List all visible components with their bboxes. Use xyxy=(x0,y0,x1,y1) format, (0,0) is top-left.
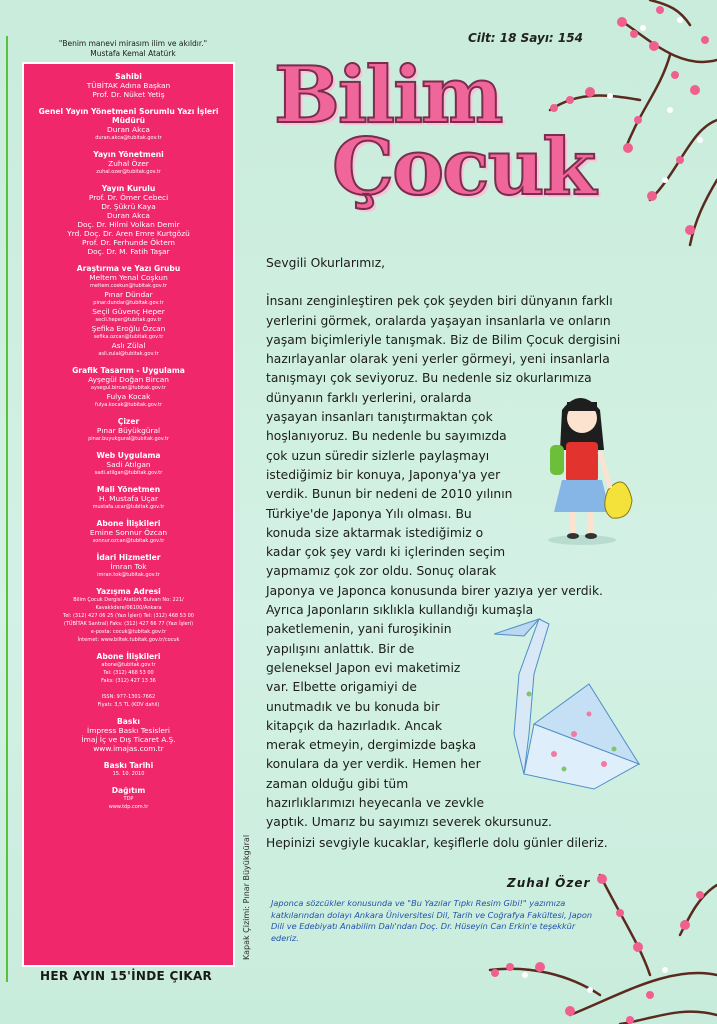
letter-line: çok uzun süredir sizlerle paylaşmayı xyxy=(266,448,490,463)
masthead-name: Doç. Dr. Hilmi Volkan Demir xyxy=(77,220,180,229)
masthead-email: duran.akca@tubitak.gov.tr xyxy=(95,135,162,141)
masthead-name: İmran Tok xyxy=(110,562,147,571)
masthead-section xyxy=(24,72,233,99)
letter-line: hoşlanıyoruz. Bu nedenle bu sayımızda xyxy=(266,429,507,444)
masthead-section-title: Abone İlişkileri xyxy=(96,652,161,661)
masthead-name: Sadi Atılgan xyxy=(106,460,151,469)
masthead-section xyxy=(24,786,233,811)
masthead-name: Emine Sonnur Özcan xyxy=(89,528,168,537)
masthead-detail: (TÜBİTAK Santral) Faks: (312) 427 66 77 (Yazı İşleri) xyxy=(63,621,194,627)
masthead-section xyxy=(24,587,233,644)
letter-line: tanışmayı çok seviyoruz. Bu nedenle siz okurlarımıza xyxy=(266,371,592,386)
masthead-email: mustafa.ucar@tubitak.gov.tr xyxy=(92,504,165,510)
girl-illustration xyxy=(540,390,640,550)
ataturk-quote xyxy=(28,39,238,58)
masthead-section-title: Web Uygulama xyxy=(96,451,161,460)
letter-greeting: Sevgili Okurlarımız, xyxy=(266,256,386,270)
masthead-section-title: Genel Yayın Yönetmeni Sorumlu Yazı İşleri Müdürü xyxy=(38,107,219,125)
masthead-email: asli.zulal@tubitak.gov.tr xyxy=(98,351,159,357)
letter-line: yapmamız çok zor oldu. Sonuç olarak xyxy=(266,564,497,579)
letter-line: hazırlıklarımızı heyecanla ve zevkle xyxy=(266,796,485,811)
masthead-name: Prof. Dr. Ferhunde Öktem xyxy=(82,238,175,247)
masthead-panel xyxy=(22,62,235,967)
masthead-detail: Faks: (312) 427 13 36 xyxy=(101,678,156,684)
letter-line: var. Elbette origamiyi de xyxy=(266,680,417,695)
letter-line: verdik. Bunun bir nedeni de 2010 yılının xyxy=(266,487,513,502)
masthead-name: H. Mustafa Uçar xyxy=(99,494,158,503)
masthead-section xyxy=(24,553,233,579)
masthead-section xyxy=(24,107,233,142)
masthead-email: sadi.atilgan@tubitak.gov.tr xyxy=(94,470,163,476)
green-frame-line xyxy=(6,36,14,982)
issue-number: Cilt: 18 Sayı: 154 xyxy=(468,31,583,45)
masthead-section-title: Dağıtım xyxy=(111,786,146,795)
masthead-name: İmpress Baskı Tesisleri xyxy=(87,726,170,735)
masthead-section-title: İdari Hizmetler xyxy=(96,553,161,562)
logo-line-2: Çocuk xyxy=(332,122,595,213)
letter-line: dünyanın farklı yerlerini, oralarda xyxy=(266,390,472,405)
masthead-email: aysegul.bircan@tubitak.gov.tr xyxy=(90,385,167,391)
masthead-email: meltem.coskun@tubitak.gov.tr xyxy=(90,283,167,289)
masthead-detail: www.tdp.com.tr xyxy=(108,804,149,810)
masthead-email: pinar.buyukgural@tubitak.gov.tr xyxy=(88,436,169,442)
masthead-name: www.imajas.com.tr xyxy=(93,744,164,753)
masthead-name: İmaj İç ve Dış Ticaret A.Ş. xyxy=(81,735,176,744)
masthead-section-title: Yayın Kurulu xyxy=(101,184,156,193)
masthead-name: Şefika Eroğlu Özcan xyxy=(91,324,166,333)
letter-signature: Zuhal Özer xyxy=(507,876,591,890)
thanks-note: Japonca sözcükler konusunda ve "Bu Yazılar Tıpkı Resim Gibi!" yazımıza katkılarından dolayı Ankara Üniversitesi Dil, Tarih ve Coğrafya Fakültesi, Japon Dili ve Edebiyatı Anabilim Dalı'ndan Doç. Dr. Hüseyin Can Erkin'e teşekkür ederiz. xyxy=(271,898,593,943)
masthead-section xyxy=(24,717,233,753)
masthead-section-title: Abone İlişkileri xyxy=(96,519,161,528)
letter-line: merak etmeyin, dergimizde başka xyxy=(266,738,477,753)
masthead-name: Prof. Dr. Ömer Cebeci xyxy=(88,193,169,202)
letter-line: istediğimiz bir konuya, Japonya'ya yer xyxy=(266,467,501,482)
letter-closing: Hepinizi sevgiyle kucaklar, keşiflerle dolu günler dileriz. xyxy=(266,836,608,850)
masthead-section xyxy=(24,693,233,709)
letter-line: paketlemenin, yani furoşikinin xyxy=(266,622,452,637)
letter-line: İnsanı zenginleştiren pek çok şeyden biri dünyanın farklı xyxy=(266,294,613,309)
masthead-section xyxy=(24,451,233,477)
masthead-name: Seçil Güvenç Heper xyxy=(92,307,165,316)
letter-line: kitapçık da hazırladık. Ancak xyxy=(266,718,443,733)
masthead-detail: TDP xyxy=(123,796,134,802)
masthead-name: Prof. Dr. Nüket Yetiş xyxy=(92,90,165,99)
masthead-detail: Fiyatı: 3,5 TL (KDV dahil) xyxy=(97,702,160,708)
masthead-section xyxy=(24,184,233,256)
masthead-detail: abone@tubitak.gov.tr xyxy=(101,662,156,668)
masthead-section xyxy=(24,761,233,778)
quote-author: Mustafa Kemal Atatürk xyxy=(90,49,176,58)
masthead-section-title: Baskı Tarihi xyxy=(103,761,154,770)
letter-line: unutmadık ve bu konuda bir xyxy=(266,699,440,714)
cherry-blossom-branch-bottom xyxy=(450,855,717,1024)
masthead-name: TÜBİTAK Adına Başkan xyxy=(86,81,171,90)
masthead-email: imran.tok@tubitak.gov.tr xyxy=(97,572,160,578)
letter-line: yaşayan insanları tanıştırmaktan çok xyxy=(266,410,493,425)
letter-line: yaptık. Umarız bu sayımızı severek okursunuz. xyxy=(266,815,552,830)
masthead-section-title: Araştırma ve Yazı Grubu xyxy=(76,264,181,273)
masthead-section-title: Mali Yönetmen xyxy=(96,485,161,494)
masthead-name: Dr. Şükrü Kaya xyxy=(101,202,156,211)
masthead-email: pinar.dundar@tubitak.gov.tr xyxy=(93,300,164,306)
quote-text: "Benim manevi mirasım ilim ve akıldır." xyxy=(58,39,208,48)
masthead-detail: İnternet: www.biltek.tubitak.gov.tr/cocuk xyxy=(77,637,180,643)
masthead-detail: 15. 10. 2010 xyxy=(112,771,145,777)
masthead-name: Duran Akca xyxy=(107,211,150,220)
masthead-section-title: Baskı xyxy=(116,717,141,726)
letter-line: Ayrıca Japonların sıklıkla kullandığı kumaşla xyxy=(266,603,534,618)
masthead-section xyxy=(24,264,233,358)
masthead-section xyxy=(24,366,233,409)
letter-line: yapılışını anlattık. Bir de xyxy=(266,641,415,656)
letter-line: Japonya ve Japonca konusunda birer yazıya yer verdik. xyxy=(266,583,603,598)
masthead-section-title: Çizer xyxy=(117,417,140,426)
masthead-email: sefika.ozcan@tubitak.gov.tr xyxy=(93,334,164,340)
masthead-name: Yrd. Doç. Dr. Aren Emre Kurtgözü xyxy=(67,229,190,238)
cherry-blossom-branch-top xyxy=(530,0,717,250)
masthead-detail: Tel: (312) 468 53 00 xyxy=(103,670,154,676)
letter-line: zaman olduğu gibi tüm xyxy=(266,776,409,791)
letter-line: Türkiye'de Japonya Yılı olması. Bu xyxy=(266,506,472,521)
masthead-section-title: Sahibi xyxy=(115,72,142,81)
masthead-name: Pınar Dündar xyxy=(104,290,153,299)
letter-line: yaşam biçimleriyle tanışmak. Biz de Bilim Çocuk dergisini xyxy=(266,332,621,347)
masthead-name: Ayşegül Doğan Bircan xyxy=(88,375,169,384)
letter-line: kadar çok şey vardı ki içlerinden seçim xyxy=(266,545,506,560)
cover-credit: Kapak Çizimi: Pınar Büyükgüral xyxy=(242,834,251,960)
masthead-detail: Kavaklıdere/06100/Ankara xyxy=(95,605,162,611)
masthead-section xyxy=(24,519,233,545)
masthead-detail: e-posta: cocuk@tubitak.gov.tr xyxy=(90,629,167,635)
letter-line: hazırlayanlar olarak yeni yerler görmeyi, yeni insanlarla xyxy=(266,352,610,367)
masthead-name: Fulya Kocak xyxy=(106,392,151,401)
masthead-email: secil.heper@tubitak.gov.tr xyxy=(95,317,162,323)
masthead-section xyxy=(24,485,233,511)
masthead-name: Meltem Yenal Coşkun xyxy=(89,273,168,282)
letter-line: geleneksel Japon evi maketimiz xyxy=(266,660,461,675)
masthead-section xyxy=(24,150,233,176)
masthead-section-title: Grafik Tasarım - Uygulama xyxy=(72,366,185,375)
masthead-section xyxy=(24,652,233,685)
masthead-section-title: Yazışma Adresi xyxy=(96,587,161,596)
origami-swan-illustration xyxy=(494,614,644,794)
masthead-name: Aslı Zülal xyxy=(111,341,146,350)
masthead-name: Pınar Büyükgüral xyxy=(96,426,161,435)
masthead-section-title: Yayın Yönetmeni xyxy=(93,150,164,159)
letter-line: konuda size aktarmak istediğimiz o xyxy=(266,525,484,540)
publication-frequency: HER AYIN 15'İNDE ÇIKAR xyxy=(40,969,213,983)
masthead-name: Duran Akca xyxy=(107,125,150,134)
letter-line: yerlerini görmek, oralarda yaşayan insanlarla ve onların xyxy=(266,313,611,328)
masthead-detail: Bilim Çocuk Dergisi Atatürk Bulvarı No: 221/ xyxy=(73,597,184,603)
masthead-name: Doç. Dr. M. Fatih Taşar xyxy=(87,247,170,256)
masthead-name: Zuhal Özer xyxy=(108,159,149,168)
masthead-detail: ISSN: 977-1301-7662 xyxy=(101,694,156,700)
masthead-email: fulya.kocak@tubitak.gov.tr xyxy=(94,402,163,408)
masthead-email: sonnur.ozcan@tubitak.gov.tr xyxy=(92,538,165,544)
letter-line: konulara da yer verdik. Hemen her xyxy=(266,757,481,772)
masthead-email: zuhal.ozer@tubitak.gov.tr xyxy=(96,169,161,175)
masthead-section xyxy=(24,417,233,443)
logo-line-1: Bilim xyxy=(274,50,502,141)
masthead-detail: Tel: (312) 427 06 25 (Yazı İşleri) Tel: (312) 468 53 00 xyxy=(63,613,194,619)
